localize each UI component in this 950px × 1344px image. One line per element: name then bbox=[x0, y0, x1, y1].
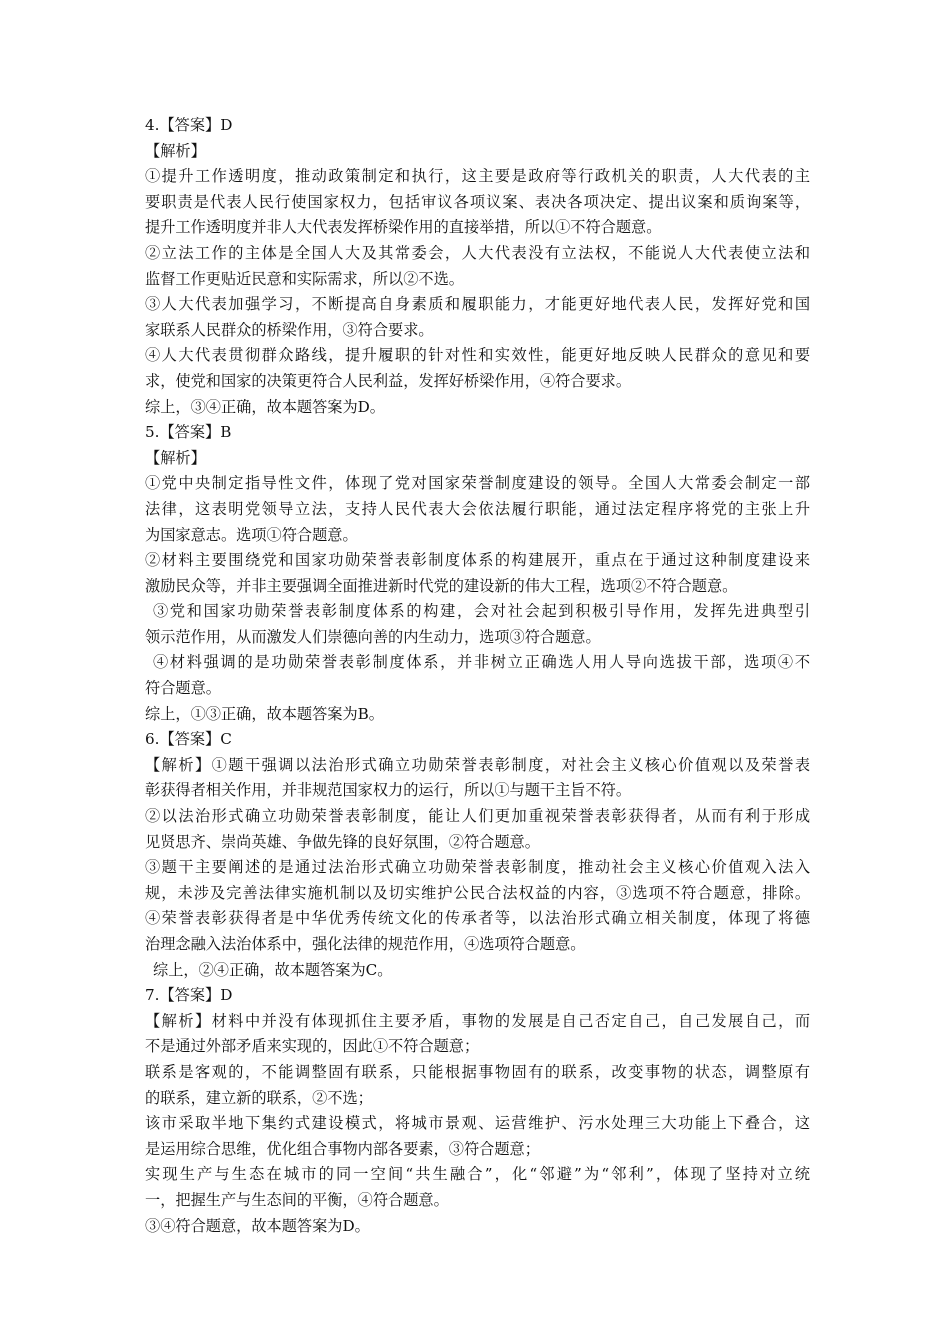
question-5-line: 为国家意志。选项①符合题意。 bbox=[145, 525, 358, 544]
question-6-answer: 6.【答案】C bbox=[145, 730, 232, 749]
question-6-conclusion: 综上，②④正确，故本题答案为C。 bbox=[153, 960, 393, 979]
question-5-line: 法律，这表明党领导立法，支持人民代表大会依法履行职能，通过法定程序将党的主张上升 bbox=[145, 499, 810, 518]
question-4-line: ①提升工作透明度，推动政策制定和执行，这主要是政府等行政机关的职责，人大代表的主 bbox=[145, 167, 810, 186]
question-5-line: ②材料主要围绕党和国家功勋荣誉表彰制度体系的构建展开，重点在于通过这种制度建设来 bbox=[145, 551, 810, 570]
question-6-line: 彰获得者相关作用，并非规范国家权力的运行，所以①与题干主旨不符。 bbox=[145, 781, 631, 800]
question-4-answer: 4.【答案】D bbox=[145, 116, 233, 134]
question-6-line: 见贤思齐、崇尚英雄、争做先锋的良好氛围，②符合题意。 bbox=[145, 832, 540, 851]
question-6-line: 【解析】①题干强调以法治形式确立功勋荣誉表彰制度，对社会主义核心价值观以及荣誉表 bbox=[145, 755, 810, 774]
question-7-line: 的联系，建立新的联系，②不选； bbox=[145, 1088, 373, 1107]
question-5-analysis-label: 【解析】 bbox=[145, 448, 206, 467]
question-4-analysis-label: 【解析】 bbox=[145, 141, 206, 160]
question-5-line: 符合题意。 bbox=[145, 679, 221, 698]
question-5-line: ④材料强调的是功勋荣誉表彰制度体系，并非树立正确选人用人导向选拔干部，选项④不 bbox=[153, 653, 810, 672]
question-4-line: 监督工作更贴近民意和实际需求，所以②不选。 bbox=[145, 269, 464, 288]
question-7-section bbox=[145, 983, 810, 1239]
question-4-line: ②立法工作的主体是全国人大及其常委会，人大代表没有立法权，不能说人大代表使立法和 bbox=[145, 243, 810, 262]
question-5-section bbox=[145, 420, 810, 727]
question-4-section bbox=[145, 113, 810, 420]
question-7-answer: 7.【答案】D bbox=[145, 986, 233, 1005]
question-7-line: 【解析】材料中并没有体现抓住主要矛盾，事物的发展是自己否定自己，自己发展自己，而 bbox=[145, 1011, 810, 1030]
question-6-line: ②以法治形式确立功勋荣誉表彰制度，能让人们更加重视荣誉表彰获得者，从而有利于形成 bbox=[145, 807, 810, 826]
question-6-line: ④荣誉表彰获得者是中华优秀传统文化的传承者等，以法治形式确立相关制度，体现了将德 bbox=[145, 909, 810, 928]
question-5-line: 领示范作用，从而激发人们崇德向善的内生动力，选项③符合题意。 bbox=[145, 627, 601, 646]
question-4-line: 提升工作透明度并非人大代表发挥桥梁作用的直接举措，所以①不符合题意。 bbox=[145, 218, 662, 237]
question-6-section bbox=[145, 727, 810, 983]
question-4-conclusion: 综上，③④正确，故本题答案为D。 bbox=[145, 397, 385, 416]
question-6-line: ③题干主要阐述的是通过法治形式确立功勋荣誉表彰制度，推动社会主义核心价值观入法入 bbox=[145, 858, 810, 877]
question-5-line: ①党中央制定指导性文件，体现了党对国家荣誉制度建设的领导。全国人大常委会制定一部 bbox=[145, 474, 810, 493]
question-5-line: 激励民众等，并非主要强调全面推进新时代党的建设新的伟大工程，选项②不符合题意。 bbox=[145, 576, 738, 595]
question-7-line: 联系是客观的，不能调整固有联系，只能根据事物固有的联系，改变事物的状态，调整原有 bbox=[145, 1062, 810, 1081]
question-6-line: 治理念融入法治体系中，强化法律的规范作用，④选项符合题意。 bbox=[145, 935, 586, 953]
question-4-line: 家联系人民群众的桥梁作用，③符合要求。 bbox=[145, 320, 434, 339]
question-4-line: 要职责是代表人民行使国家权力，包括审议各项议案、表决各项决定、提出议案和质询案等， bbox=[145, 192, 810, 211]
question-5-conclusion: 综上，①③正确，故本题答案为B。 bbox=[145, 704, 384, 723]
answer-analysis-content bbox=[145, 113, 810, 1239]
question-7-line: 一，把握生产与生态间的平衡，④符合题意。 bbox=[145, 1190, 449, 1209]
question-7-line: 不是通过外部矛盾来实现的，因此①不符合题意； bbox=[145, 1037, 480, 1056]
question-7-line: 实现生产与生态在城市的同一空间“共生融合”，化“邻避”为“邻利”，体现了坚持对立统 bbox=[145, 1165, 810, 1184]
question-7-line: 是运用综合思维，优化组合事物内部各要素，③符合题意； bbox=[145, 1139, 540, 1158]
question-4-line: 求，使党和国家的决策更符合人民利益，发挥好桥梁作用，④符合要求。 bbox=[145, 371, 631, 390]
question-5-answer: 5.【答案】B bbox=[145, 423, 232, 442]
question-5-line: ③党和国家功勋荣誉表彰制度体系的构建，会对社会起到积极引导作用，发挥先进典型引 bbox=[153, 602, 810, 621]
question-4-line: ④人大代表贯彻群众路线，提升履职的针对性和实效性，能更好地反映人民群众的意见和要 bbox=[145, 346, 810, 365]
question-4-line: ③人大代表加强学习，不断提高自身素质和履职能力，才能更好地代表人民，发挥好党和国 bbox=[145, 295, 810, 314]
question-7-conclusion: ③④符合题意，故本题答案为D。 bbox=[145, 1216, 370, 1235]
question-6-line: 规，未涉及完善法律实施机制以及切实维护公民合法权益的内容，③选项不符合题意，排除。 bbox=[145, 883, 810, 902]
question-7-line: 该市采取半地下集约式建设模式，将城市景观、运营维护、污水处理三大功能上下叠合，这 bbox=[145, 1114, 810, 1133]
